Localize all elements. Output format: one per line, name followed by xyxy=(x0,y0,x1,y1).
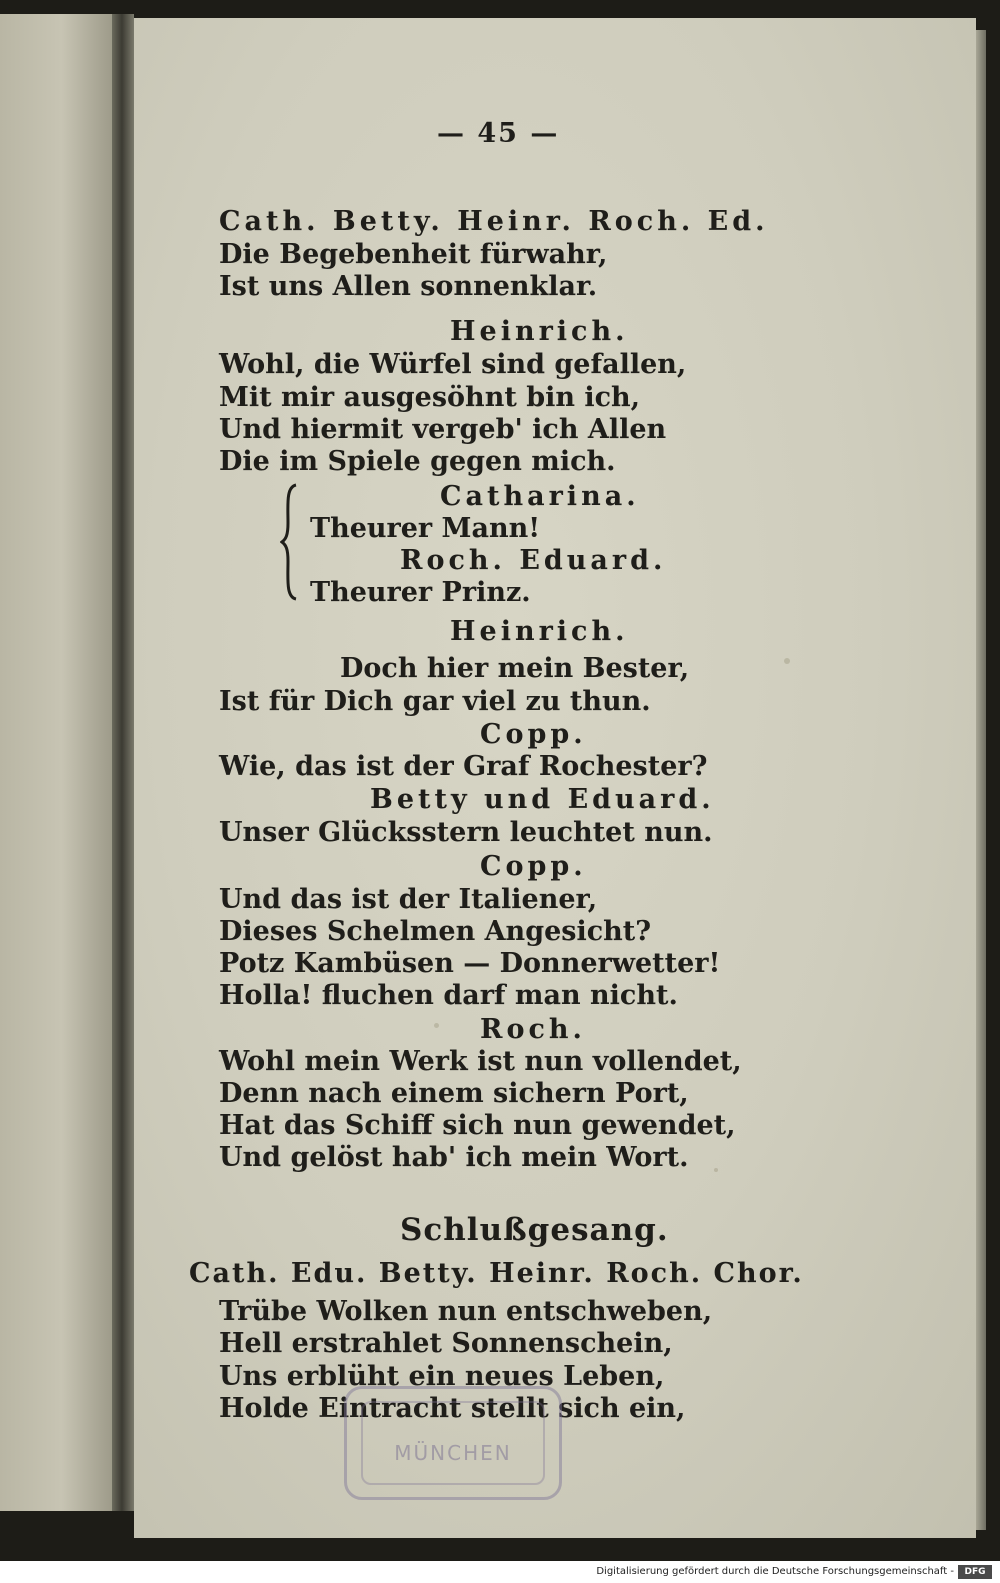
verse-line: Mit mir ausgesöhnt bin ich, xyxy=(219,382,641,413)
book-gutter xyxy=(112,14,134,1511)
digitization-footer xyxy=(0,1561,1000,1583)
speaker-line: Betty und Eduard. xyxy=(370,784,715,815)
verse-line: Ist für Dich gar viel zu thun. xyxy=(219,686,651,717)
verse-line: Holla! fluchen darf man nicht. xyxy=(219,980,678,1011)
speaker-line: Copp. xyxy=(480,719,587,750)
speaker-line: Roch. Eduard. xyxy=(400,545,667,576)
verse-line: Theurer Prinz. xyxy=(310,577,531,608)
verse-line: Die im Spiele gegen mich. xyxy=(219,446,616,477)
verse-line: Doch hier mein Bester, xyxy=(340,653,690,684)
speaker-line: Roch. xyxy=(480,1014,586,1045)
verse-line: Holde Eintracht stellt sich ein, xyxy=(219,1393,686,1424)
verse-line: Unser Glücksstern leuchtet nun. xyxy=(219,817,713,848)
verse-line: Und gelöst hab' ich mein Wort. xyxy=(219,1142,689,1173)
verse-line: Denn nach einem sichern Port, xyxy=(219,1078,689,1109)
verse-line: Und das ist der Italiener, xyxy=(219,884,598,915)
verse-line: Theurer Mann! xyxy=(310,513,541,544)
facing-page-left xyxy=(0,14,112,1511)
verse-line: Die Begebenheit fürwahr, xyxy=(219,239,608,270)
verse-line: Trübe Wolken nun entschweben, xyxy=(219,1296,713,1327)
footer-credit: Digitalisierung gefördert durch die Deutsche Forschungsgemeinschaft - xyxy=(596,1566,954,1577)
page-edge xyxy=(976,30,986,1530)
verse-line: Hell erstrahlet Sonnenschein, xyxy=(219,1328,673,1359)
verse-line: Wohl mein Werk ist nun vollendet, xyxy=(219,1046,742,1077)
stamp-text: MÜNCHEN xyxy=(394,1441,512,1465)
speaker-line: Heinrich. xyxy=(450,616,629,647)
verse-line: Wohl, die Würfel sind gefallen, xyxy=(219,349,687,380)
verse-line: Uns erblüht ein neues Leben, xyxy=(219,1361,665,1392)
verse-line: Hat das Schiff sich nun gewendet, xyxy=(219,1110,736,1141)
curly-brace-icon xyxy=(280,483,300,601)
speaker-line: Cath. Betty. Heinr. Roch. Ed. xyxy=(219,206,769,237)
speaker-line: Catharina. xyxy=(440,481,640,512)
verse-line: Wie, das ist der Graf Rochester? xyxy=(219,751,708,782)
speaker-line: Copp. xyxy=(480,851,587,882)
speaker-line: Heinrich. xyxy=(450,316,629,347)
verse-line: Potz Kambüsen — Donnerwetter! xyxy=(219,948,721,979)
page-number: — 45 — xyxy=(437,118,560,149)
verse-line: Ist uns Allen sonnenklar. xyxy=(219,271,598,302)
book-page xyxy=(134,18,976,1538)
dfg-logo-icon: DFG xyxy=(958,1565,992,1579)
verse-line: Und hiermit vergeb' ich Allen xyxy=(219,414,667,445)
library-stamp xyxy=(344,1386,562,1500)
speaker-line: Cath. Edu. Betty. Heinr. Roch. Chor. xyxy=(189,1258,804,1289)
section-title: Schlußgesang. xyxy=(400,1212,669,1248)
page-text xyxy=(134,18,976,1538)
verse-line: Dieses Schelmen Angesicht? xyxy=(219,916,652,947)
